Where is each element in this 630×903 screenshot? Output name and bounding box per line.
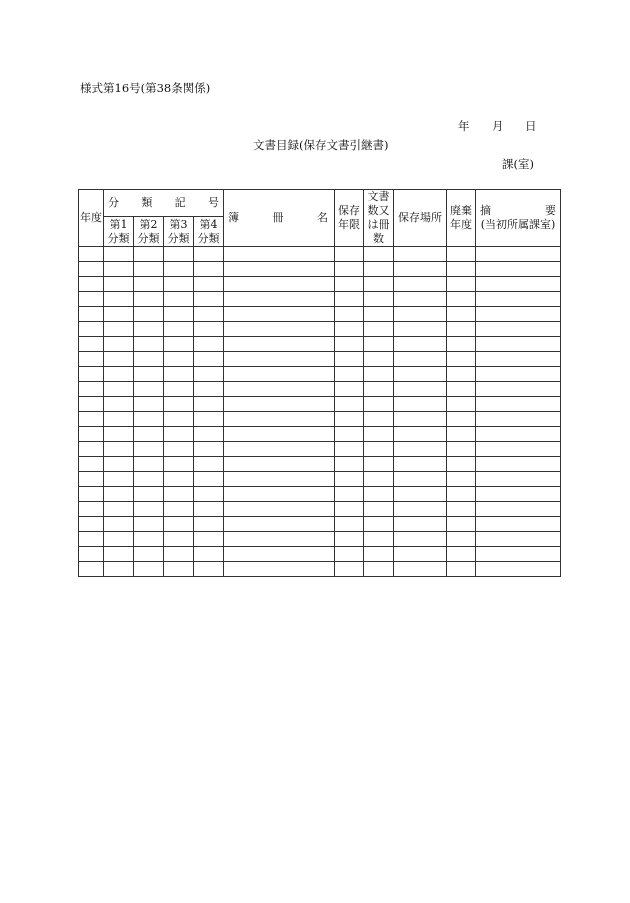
table-cell <box>104 502 134 517</box>
table-row <box>79 517 561 532</box>
table-cell <box>224 442 335 457</box>
table-cell <box>79 352 104 367</box>
table-cell <box>79 547 104 562</box>
table-cell <box>476 292 561 307</box>
table-cell <box>476 427 561 442</box>
table-cell <box>447 337 476 352</box>
table-cell <box>104 427 134 442</box>
table-cell <box>104 277 134 292</box>
header-fiscal-year: 年度 <box>79 190 104 247</box>
header-class-2: 第2 分類 <box>134 217 164 247</box>
table-cell <box>447 397 476 412</box>
table-cell <box>224 532 335 547</box>
table-cell <box>134 472 164 487</box>
table-cell <box>447 412 476 427</box>
table-cell <box>104 532 134 547</box>
header-disposal-year: 廃棄 年度 <box>447 190 476 247</box>
table-cell <box>447 427 476 442</box>
table-cell <box>476 397 561 412</box>
table-cell <box>104 262 134 277</box>
table-cell <box>104 442 134 457</box>
table-cell <box>104 547 134 562</box>
table-cell <box>79 337 104 352</box>
table-cell <box>394 322 447 337</box>
table-cell <box>194 442 224 457</box>
table-cell <box>335 517 364 532</box>
table-cell <box>394 502 447 517</box>
table-cell <box>335 382 364 397</box>
table-cell <box>476 517 561 532</box>
table-cell <box>364 262 394 277</box>
table-cell <box>194 472 224 487</box>
header-storage-location: 保存場所 <box>394 190 447 247</box>
table-cell <box>104 517 134 532</box>
table-cell <box>104 307 134 322</box>
table-cell <box>394 517 447 532</box>
table-cell <box>224 322 335 337</box>
table-cell <box>194 502 224 517</box>
table-cell <box>79 247 104 262</box>
header-classification-code: 分 類 記 号 <box>104 190 224 217</box>
table-row <box>79 292 561 307</box>
table-cell <box>476 412 561 427</box>
table-cell <box>335 277 364 292</box>
table-cell <box>164 337 194 352</box>
table-cell <box>79 307 104 322</box>
table-cell <box>476 307 561 322</box>
table-cell <box>335 487 364 502</box>
table-cell <box>79 397 104 412</box>
table-cell <box>394 562 447 577</box>
table-cell <box>394 442 447 457</box>
table-cell <box>476 337 561 352</box>
table-cell <box>394 457 447 472</box>
table-cell <box>134 367 164 382</box>
table-cell <box>364 532 394 547</box>
table-cell <box>476 382 561 397</box>
table-cell <box>164 367 194 382</box>
table-cell <box>335 547 364 562</box>
table-cell <box>194 457 224 472</box>
table-cell <box>364 337 394 352</box>
table-cell <box>364 472 394 487</box>
table-row <box>79 397 561 412</box>
table-cell <box>224 517 335 532</box>
table-cell <box>224 487 335 502</box>
table-cell <box>224 412 335 427</box>
table-cell <box>164 487 194 502</box>
table-cell <box>164 412 194 427</box>
table-cell <box>224 427 335 442</box>
table-cell <box>164 382 194 397</box>
table-cell <box>224 307 335 322</box>
table-cell <box>164 442 194 457</box>
table-cell <box>476 487 561 502</box>
table-cell <box>364 547 394 562</box>
table-cell <box>194 307 224 322</box>
table-cell <box>79 442 104 457</box>
table-cell <box>134 502 164 517</box>
table-cell <box>447 547 476 562</box>
table-cell <box>224 457 335 472</box>
table-cell <box>134 247 164 262</box>
table-cell <box>134 322 164 337</box>
table-cell <box>79 277 104 292</box>
table-cell <box>164 517 194 532</box>
table-cell <box>194 352 224 367</box>
table-cell <box>394 532 447 547</box>
table-cell <box>447 322 476 337</box>
table-body <box>79 247 561 577</box>
table-cell <box>194 397 224 412</box>
table-cell <box>364 307 394 322</box>
table-cell <box>104 487 134 502</box>
table-cell <box>164 457 194 472</box>
table-cell <box>476 322 561 337</box>
table-cell <box>447 292 476 307</box>
header-class-1: 第1 分類 <box>104 217 134 247</box>
header-retention-period: 保存 年限 <box>335 190 364 247</box>
table-cell <box>447 457 476 472</box>
table-cell <box>104 472 134 487</box>
table-cell <box>394 262 447 277</box>
table-cell <box>335 472 364 487</box>
table-cell <box>476 532 561 547</box>
table-cell <box>447 502 476 517</box>
table-cell <box>79 517 104 532</box>
table-row <box>79 472 561 487</box>
table-row <box>79 247 561 262</box>
table-cell <box>164 547 194 562</box>
table-cell <box>104 397 134 412</box>
document-title: 文書目録(保存文書引継書) <box>253 138 389 152</box>
table-cell <box>104 367 134 382</box>
table-cell <box>394 412 447 427</box>
table-cell <box>447 442 476 457</box>
table-cell <box>364 562 394 577</box>
table-cell <box>194 412 224 427</box>
table-cell <box>79 532 104 547</box>
table-cell <box>79 472 104 487</box>
table-row <box>79 337 561 352</box>
table-cell <box>335 532 364 547</box>
table-row <box>79 502 561 517</box>
table-cell <box>394 472 447 487</box>
date-month-label: 月 <box>492 119 504 133</box>
table-cell <box>164 472 194 487</box>
table-cell <box>164 247 194 262</box>
table-cell <box>476 547 561 562</box>
table-cell <box>224 247 335 262</box>
table-cell <box>224 262 335 277</box>
table-cell <box>224 502 335 517</box>
table-cell <box>164 262 194 277</box>
form-number: 様式第16号(第38条関係) <box>80 81 211 95</box>
table-cell <box>394 547 447 562</box>
date-year-label: 年 <box>458 119 470 133</box>
table-cell <box>194 367 224 382</box>
table-cell <box>476 502 561 517</box>
table-cell <box>164 352 194 367</box>
table-cell <box>224 277 335 292</box>
header-class-4: 第4 分類 <box>194 217 224 247</box>
table-cell <box>134 352 164 367</box>
table-cell <box>164 292 194 307</box>
table-cell <box>447 277 476 292</box>
table-cell <box>79 262 104 277</box>
table-cell <box>394 367 447 382</box>
table-cell <box>447 367 476 382</box>
header-class-3: 第3 分類 <box>164 217 194 247</box>
table-cell <box>335 502 364 517</box>
table-cell <box>104 562 134 577</box>
table-cell <box>194 292 224 307</box>
table-cell <box>394 352 447 367</box>
table-cell <box>194 562 224 577</box>
table-cell <box>194 382 224 397</box>
table-cell <box>364 382 394 397</box>
table-cell <box>335 367 364 382</box>
table-cell <box>335 457 364 472</box>
table-cell <box>104 247 134 262</box>
table-cell <box>194 247 224 262</box>
table-cell <box>134 277 164 292</box>
table-cell <box>79 487 104 502</box>
table-cell <box>335 307 364 322</box>
table-cell <box>134 412 164 427</box>
table-cell <box>394 397 447 412</box>
table-cell <box>364 292 394 307</box>
table-cell <box>164 427 194 442</box>
table-cell <box>104 412 134 427</box>
table-cell <box>164 277 194 292</box>
table-row <box>79 547 561 562</box>
table-cell <box>335 412 364 427</box>
table-cell <box>134 427 164 442</box>
table-cell <box>447 247 476 262</box>
table-cell <box>335 292 364 307</box>
table-cell <box>394 247 447 262</box>
table-row <box>79 352 561 367</box>
table-cell <box>134 487 164 502</box>
table-cell <box>394 277 447 292</box>
table-cell <box>104 352 134 367</box>
table-row <box>79 322 561 337</box>
table-cell <box>447 532 476 547</box>
table-cell <box>447 307 476 322</box>
table-cell <box>364 397 394 412</box>
table-cell <box>364 352 394 367</box>
table-cell <box>134 532 164 547</box>
table-row <box>79 427 561 442</box>
table-cell <box>79 367 104 382</box>
table-cell <box>394 487 447 502</box>
table-cell <box>79 502 104 517</box>
table-row <box>79 487 561 502</box>
table-cell <box>164 532 194 547</box>
table-cell <box>476 277 561 292</box>
table-cell <box>194 262 224 277</box>
table-cell <box>224 292 335 307</box>
table-cell <box>164 562 194 577</box>
table-cell <box>79 382 104 397</box>
table-cell <box>194 427 224 442</box>
table-cell <box>104 292 134 307</box>
table-cell <box>164 397 194 412</box>
table-cell <box>447 517 476 532</box>
header-remarks: 摘 要 (当初所属課室) <box>476 190 561 247</box>
table-cell <box>164 322 194 337</box>
table-cell <box>364 247 394 262</box>
table-cell <box>476 562 561 577</box>
header-document-count: 文書 数又 は冊 数 <box>364 190 394 247</box>
table-cell <box>447 382 476 397</box>
table-cell <box>476 457 561 472</box>
table-cell <box>194 322 224 337</box>
table-cell <box>224 547 335 562</box>
table-cell <box>476 442 561 457</box>
table-row <box>79 367 561 382</box>
table-cell <box>447 487 476 502</box>
table-cell <box>364 487 394 502</box>
table-cell <box>194 532 224 547</box>
table-cell <box>476 352 561 367</box>
table-cell <box>224 562 335 577</box>
table-cell <box>134 337 164 352</box>
table-cell <box>134 517 164 532</box>
table-cell <box>79 457 104 472</box>
table-cell <box>79 322 104 337</box>
table-cell <box>134 457 164 472</box>
table-cell <box>104 337 134 352</box>
table-cell <box>335 427 364 442</box>
table-cell <box>394 292 447 307</box>
table-cell <box>224 367 335 382</box>
table-cell <box>224 337 335 352</box>
table-row <box>79 412 561 427</box>
table-cell <box>447 562 476 577</box>
table-cell <box>335 247 364 262</box>
section-label: 課(室) <box>502 157 534 171</box>
table-cell <box>335 337 364 352</box>
table-cell <box>335 322 364 337</box>
table-cell <box>194 277 224 292</box>
table-cell <box>364 442 394 457</box>
table-cell <box>476 472 561 487</box>
table-row <box>79 442 561 457</box>
table-cell <box>476 367 561 382</box>
table-cell <box>364 277 394 292</box>
table-cell <box>224 472 335 487</box>
table-cell <box>476 247 561 262</box>
table-cell <box>104 322 134 337</box>
table-cell <box>134 382 164 397</box>
table-cell <box>104 382 134 397</box>
table-cell <box>335 397 364 412</box>
table-cell <box>364 412 394 427</box>
table-cell <box>364 322 394 337</box>
table-row <box>79 562 561 577</box>
table-cell <box>394 337 447 352</box>
table-cell <box>194 517 224 532</box>
table-cell <box>79 412 104 427</box>
table-cell <box>224 382 335 397</box>
table-cell <box>447 262 476 277</box>
table-cell <box>134 442 164 457</box>
table-cell <box>134 397 164 412</box>
table-row <box>79 382 561 397</box>
table-cell <box>335 352 364 367</box>
table-cell <box>164 307 194 322</box>
table-cell <box>194 547 224 562</box>
table-cell <box>134 262 164 277</box>
table-cell <box>134 547 164 562</box>
table-cell <box>335 562 364 577</box>
table-cell <box>194 487 224 502</box>
table-cell <box>364 367 394 382</box>
table-row <box>79 532 561 547</box>
table-cell <box>335 262 364 277</box>
table-cell <box>364 517 394 532</box>
table-cell <box>364 427 394 442</box>
table-cell <box>394 382 447 397</box>
table-cell <box>447 352 476 367</box>
table-row <box>79 307 561 322</box>
document-inventory-table <box>78 189 561 577</box>
table-cell <box>364 457 394 472</box>
table-cell <box>224 397 335 412</box>
table-cell <box>134 562 164 577</box>
table-row <box>79 457 561 472</box>
table-cell <box>364 502 394 517</box>
table-cell <box>104 457 134 472</box>
date-day-label: 日 <box>525 119 537 133</box>
table-row <box>79 262 561 277</box>
table-cell <box>164 502 194 517</box>
table-cell <box>447 472 476 487</box>
header-register-name: 簿 冊 名 <box>224 190 335 247</box>
table-cell <box>79 427 104 442</box>
table-row <box>79 277 561 292</box>
table-cell <box>224 352 335 367</box>
table-cell <box>194 337 224 352</box>
table-cell <box>79 292 104 307</box>
table-cell <box>476 262 561 277</box>
table-cell <box>394 307 447 322</box>
table-cell <box>79 562 104 577</box>
table-cell <box>394 427 447 442</box>
table-cell <box>134 307 164 322</box>
table-cell <box>134 292 164 307</box>
table-cell <box>335 442 364 457</box>
